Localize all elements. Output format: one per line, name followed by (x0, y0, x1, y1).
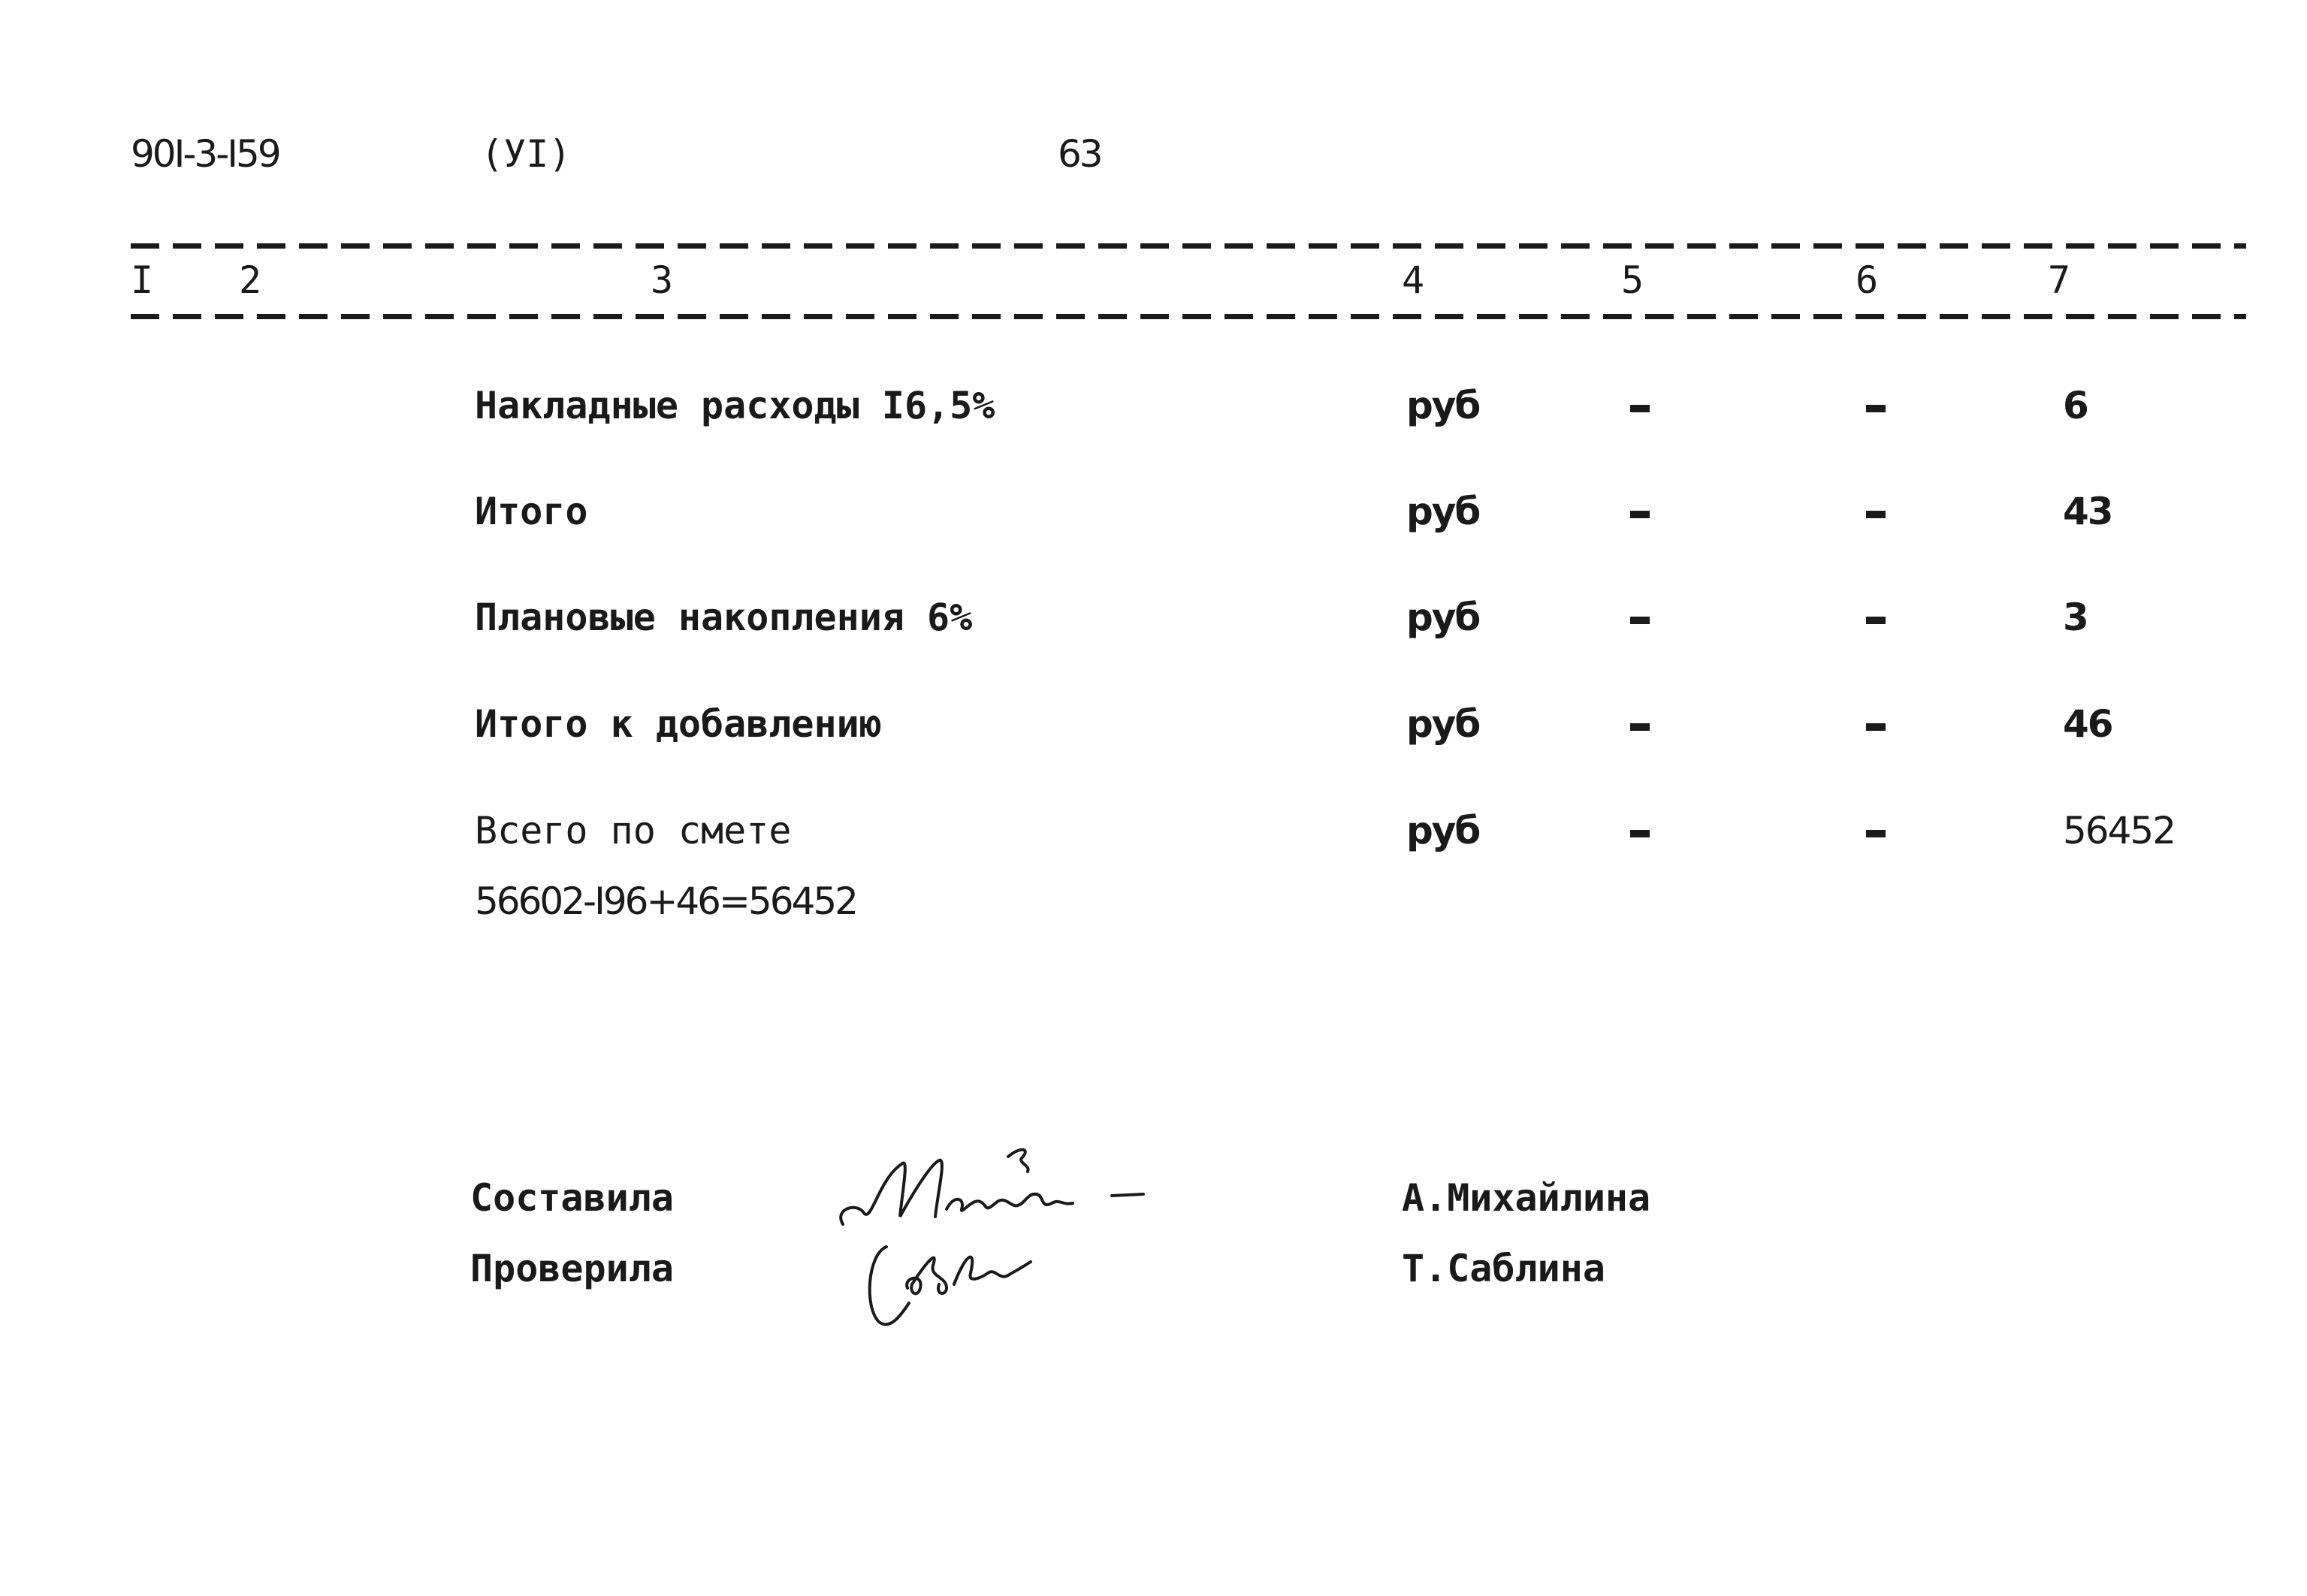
table-row (0, 591, 2307, 644)
dash-mark (1866, 511, 1886, 518)
row-amount: 6 (2063, 384, 2088, 427)
checked-by-label: Проверила (470, 1247, 674, 1290)
row-col6-dash (1866, 698, 1886, 750)
dash-mark (1866, 617, 1886, 624)
row-col5-dash (1630, 591, 1650, 644)
row-amount: 46 (2063, 702, 2112, 746)
row-unit: руб (1406, 809, 1480, 852)
row-col5-dash (1630, 804, 1650, 857)
dash-mark (1630, 405, 1650, 412)
row-amount: 56452 (2063, 809, 2176, 852)
handwritten-signature (834, 1134, 1224, 1337)
row-item-name: Итого к добавлению (475, 702, 882, 746)
table-row (0, 379, 2307, 432)
dash-mark (1630, 830, 1650, 837)
row-col5-dash (1630, 379, 1650, 432)
row-unit: руб (1406, 702, 1480, 746)
document-code: 90I-3-I59 (131, 132, 279, 176)
composed-by-label: Составила (470, 1176, 674, 1220)
dash-mark (1866, 723, 1886, 731)
row-amount: 43 (2063, 490, 2112, 533)
composed-by-name: А.Михайлина (1402, 1176, 1651, 1220)
section-number: (УI) (481, 132, 572, 176)
column-header-2: 2 (239, 258, 262, 302)
row-col6-dash (1866, 379, 1886, 432)
total-formula: 56602-I96+46=56452 (475, 879, 856, 923)
row-item-name: Плановые накопления 6% (475, 596, 973, 639)
column-header-7: 7 (2048, 258, 2071, 302)
dash-mark (1866, 405, 1886, 412)
column-header-5: 5 (1621, 258, 1644, 302)
table-header-bottom-rule (131, 314, 2246, 319)
page-number: 63 (1058, 132, 1101, 176)
row-item-name: Накладные расходы I6,5% (475, 384, 995, 427)
dash-mark (1630, 723, 1650, 731)
row-col6-dash (1866, 591, 1886, 644)
row-unit: руб (1406, 490, 1480, 533)
table-top-rule (131, 243, 2246, 249)
dash-mark (1630, 511, 1650, 518)
row-unit: руб (1406, 384, 1480, 427)
column-header-1: I (131, 258, 154, 302)
column-header-3: 3 (651, 258, 674, 302)
column-header-6: 6 (1856, 258, 1879, 302)
table-row (0, 698, 2307, 750)
checked-by-name: Т.Саблина (1402, 1247, 1605, 1290)
row-item-name: Итого (475, 490, 588, 533)
dash-mark (1630, 617, 1650, 624)
table-row (0, 485, 2307, 538)
row-col5-dash (1630, 485, 1650, 538)
row-unit: руб (1406, 596, 1480, 639)
row-col6-dash (1866, 485, 1886, 538)
row-col5-dash (1630, 698, 1650, 750)
dash-mark (1866, 830, 1886, 837)
row-col6-dash (1866, 804, 1886, 857)
row-item-name: Всего по смете (475, 809, 792, 852)
table-row (0, 804, 2307, 857)
column-header-4: 4 (1402, 258, 1425, 302)
row-amount: 3 (2063, 596, 2088, 639)
